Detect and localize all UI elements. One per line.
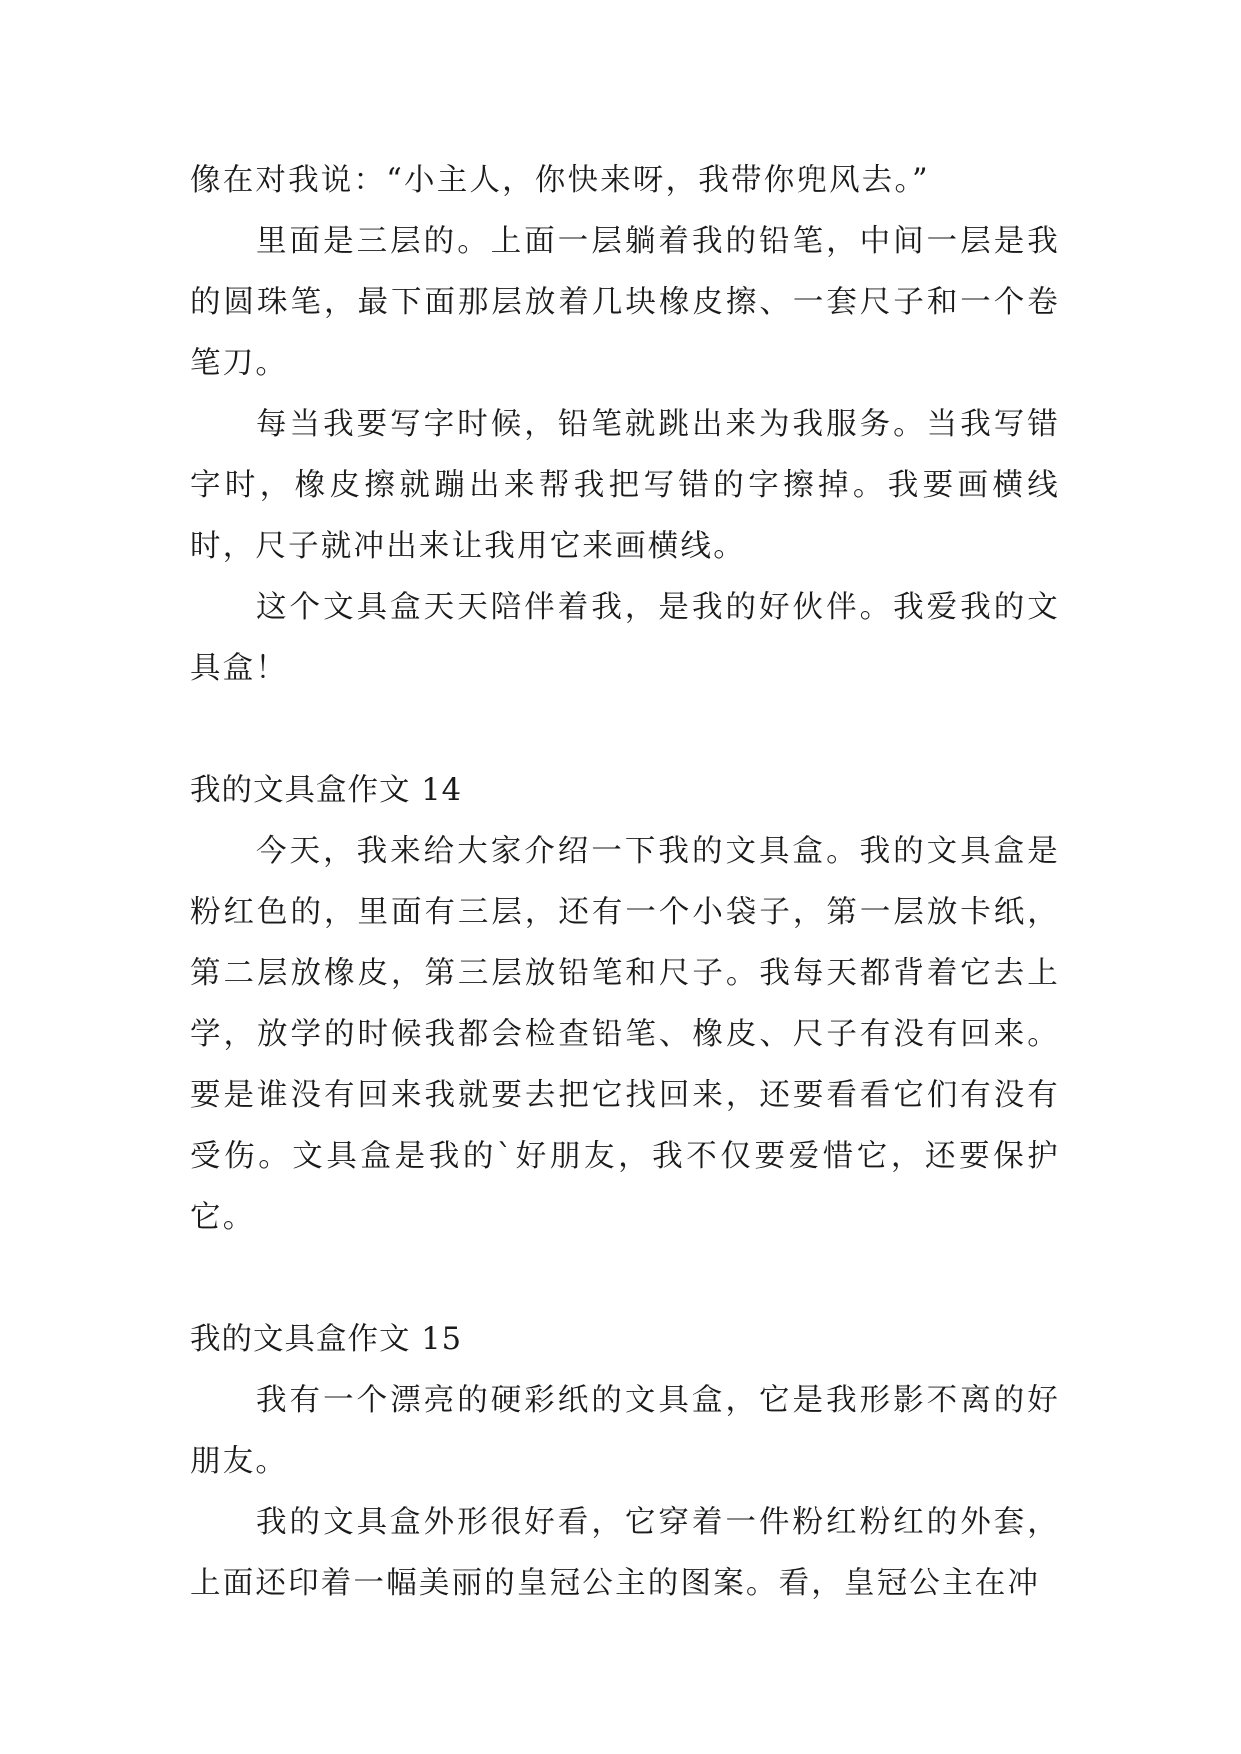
paragraph-essay-15-appearance: 我的文具盒外形很好看，它穿着一件粉红粉红的外套，上面还印着一幅美丽的皇冠公主的图案。看，皇冠公主在冲 bbox=[190, 1505, 1060, 1601]
paragraph-continuation: 像在对我说：“小主人，你快来呀，我带你兜风去。” bbox=[190, 163, 930, 198]
section-spacer bbox=[190, 699, 1060, 760]
document-page bbox=[190, 150, 1060, 1614]
paragraph-essay-14: 今天，我来给大家介绍一下我的文具盒。我的文具盒是粉红色的，里面有三层，还有一个小袋子，第一层放卡纸，第二层放橡皮，第三层放铅笔和尺子。我每天都背着它去上学，放学的时候我都会检查铅笔、橡皮、尺子有没有回来。要是谁没有回来我就要去把它找回来，还要看看它们有没有受伤。文具盒是我的`好朋友，我不仅要爱惜它，还要保护它。 bbox=[190, 834, 1060, 1235]
section-spacer bbox=[190, 1248, 1060, 1309]
paragraph-pencil-box-ending: 这个文具盒天天陪伴着我，是我的好伙伴。我爱我的文具盒！ bbox=[190, 590, 1060, 686]
paragraph-pencil-box-layers: 里面是三层的。上面一层躺着我的铅笔，中间一层是我的圆珠笔，最下面那层放着几块橡皮擦、一套尺子和一个卷笔刀。 bbox=[190, 224, 1060, 381]
paragraph-pencil-box-uses: 每当我要写字时候，铅笔就跳出来为我服务。当我写错字时，橡皮擦就蹦出来帮我把写错的字擦掉。我要画横线时，尺子就冲出来让我用它来画横线。 bbox=[190, 407, 1060, 564]
paragraph-essay-15-intro: 我有一个漂亮的硬彩纸的文具盒，它是我形影不离的好朋友。 bbox=[190, 1383, 1060, 1479]
essay-title-15: 我的文具盒作文 15 bbox=[190, 1322, 463, 1357]
essay-title-14: 我的文具盒作文 14 bbox=[190, 773, 463, 808]
